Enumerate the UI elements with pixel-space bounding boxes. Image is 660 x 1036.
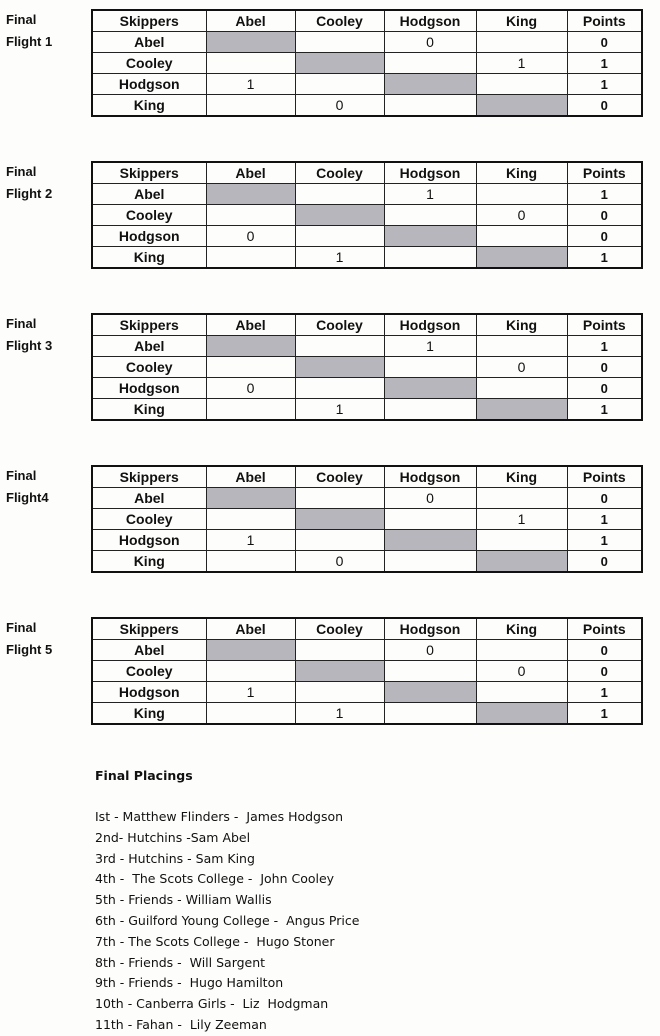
result-cell: 0 (476, 205, 567, 226)
result-cell (476, 530, 567, 551)
flight-label-line: Final (6, 316, 37, 331)
placings-title: Final Placings (95, 768, 193, 783)
result-cell (384, 551, 476, 573)
flight-label-line: Flight 1 (6, 34, 53, 49)
result-cell (295, 226, 384, 247)
placing-item: 4th - The Scots College - John Cooley (95, 871, 335, 887)
self-cell (384, 378, 476, 399)
table-row (92, 640, 642, 661)
flight-label-line: Flight 3 (6, 338, 53, 353)
flight-3 (0, 313, 660, 425)
result-cell (206, 399, 295, 421)
result-cell (295, 378, 384, 399)
results-table (91, 617, 643, 725)
self-cell (206, 184, 295, 205)
skipper-name: Cooley (92, 661, 206, 682)
skipper-name: Hodgson (92, 682, 206, 703)
result-cell (295, 488, 384, 509)
placing-item: 8th - Friends - Will Sargent (95, 954, 266, 970)
header-opponent: Hodgson (384, 466, 476, 488)
result-cell (295, 530, 384, 551)
result-cell: 1 (384, 184, 476, 205)
self-cell (384, 682, 476, 703)
header-skippers: Skippers (92, 162, 206, 184)
self-cell (295, 205, 384, 226)
placing-item: Ist - Matthew Flinders - James Hodgson (95, 809, 344, 824)
flight-2 (0, 161, 660, 273)
result-cell: 1 (206, 682, 295, 703)
result-cell: 0 (295, 551, 384, 573)
flight-label (6, 617, 86, 661)
header-points: Points (567, 618, 642, 640)
points-cell: 1 (567, 247, 642, 269)
header-opponent: Hodgson (384, 10, 476, 32)
points-cell: 1 (567, 53, 642, 74)
points-cell: 0 (567, 357, 642, 378)
placing-item: 10th - Canberra Girls - Liz Hodgman (95, 996, 329, 1012)
self-cell (206, 640, 295, 661)
header-opponent: King (476, 618, 567, 640)
flight-label-line: Final (6, 164, 37, 179)
flight-label (6, 9, 86, 53)
table-row (92, 205, 642, 226)
self-cell (295, 661, 384, 682)
result-cell (384, 661, 476, 682)
result-cell (295, 640, 384, 661)
result-cell: 0 (206, 378, 295, 399)
result-cell: 1 (476, 53, 567, 74)
skipper-name: Cooley (92, 509, 206, 530)
flight-label (6, 161, 86, 205)
header-row (92, 10, 642, 32)
header-opponent: Abel (206, 618, 295, 640)
results-table (91, 9, 643, 117)
header-points: Points (567, 162, 642, 184)
self-cell (206, 336, 295, 357)
self-cell (384, 530, 476, 551)
points-cell: 1 (567, 74, 642, 95)
self-cell (476, 95, 567, 117)
self-cell (295, 357, 384, 378)
skipper-name: Abel (92, 32, 206, 53)
header-skippers: Skippers (92, 314, 206, 336)
header-opponent: Cooley (295, 314, 384, 336)
points-cell: 1 (567, 530, 642, 551)
result-cell (476, 488, 567, 509)
table-row (92, 551, 642, 573)
header-opponent: Cooley (295, 162, 384, 184)
flight-label-line: Final (6, 620, 37, 635)
result-cell (206, 205, 295, 226)
result-cell: 1 (476, 509, 567, 530)
result-cell (206, 247, 295, 269)
self-cell (476, 703, 567, 725)
points-cell: 1 (567, 703, 642, 725)
points-cell: 0 (567, 226, 642, 247)
result-cell (295, 74, 384, 95)
table-row (92, 357, 642, 378)
result-cell (295, 184, 384, 205)
skipper-name: Cooley (92, 205, 206, 226)
self-cell (476, 247, 567, 269)
result-cell (206, 53, 295, 74)
result-cell: 1 (295, 399, 384, 421)
table-row (92, 184, 642, 205)
skipper-name: Abel (92, 336, 206, 357)
points-cell: 0 (567, 32, 642, 53)
result-cell: 1 (206, 530, 295, 551)
skipper-name: King (92, 551, 206, 573)
table-row (92, 399, 642, 421)
self-cell (206, 32, 295, 53)
result-cell (206, 661, 295, 682)
table-row (92, 378, 642, 399)
result-cell: 1 (206, 74, 295, 95)
result-cell (476, 682, 567, 703)
result-cell (476, 184, 567, 205)
result-cell (384, 53, 476, 74)
self-cell (295, 53, 384, 74)
table-row (92, 226, 642, 247)
self-cell (295, 509, 384, 530)
header-skippers: Skippers (92, 466, 206, 488)
result-cell (206, 703, 295, 725)
header-row (92, 466, 642, 488)
header-opponent: Abel (206, 466, 295, 488)
result-cell: 0 (476, 661, 567, 682)
header-opponent: Cooley (295, 618, 384, 640)
self-cell (476, 551, 567, 573)
result-cell (476, 336, 567, 357)
placing-item: 11th - Fahan - Lily Zeeman (95, 1016, 267, 1032)
header-opponent: Hodgson (384, 618, 476, 640)
skipper-name: Hodgson (92, 74, 206, 95)
points-cell: 0 (567, 488, 642, 509)
header-opponent: King (476, 466, 567, 488)
points-cell: 1 (567, 682, 642, 703)
result-cell (476, 640, 567, 661)
result-cell: 1 (295, 247, 384, 269)
skipper-name: Abel (92, 640, 206, 661)
result-cell (384, 95, 476, 117)
result-cell (295, 682, 384, 703)
skipper-name: Abel (92, 184, 206, 205)
result-cell: 0 (384, 640, 476, 661)
points-cell: 0 (567, 378, 642, 399)
table-row (92, 95, 642, 117)
header-opponent: Cooley (295, 466, 384, 488)
header-opponent: Hodgson (384, 314, 476, 336)
skipper-name: Cooley (92, 357, 206, 378)
result-cell (384, 247, 476, 269)
header-points: Points (567, 314, 642, 336)
placing-item: 9th - Friends - Hugo Hamilton (95, 975, 284, 991)
skipper-name: Cooley (92, 53, 206, 74)
result-cell (206, 509, 295, 530)
self-cell (384, 74, 476, 95)
header-row (92, 618, 642, 640)
points-cell: 1 (567, 184, 642, 205)
final-placings (95, 766, 359, 1036)
flight-5 (0, 617, 660, 729)
header-points: Points (567, 466, 642, 488)
placing-item: 5th - Friends - William Wallis (95, 892, 272, 908)
flight-label (6, 465, 86, 509)
result-cell (206, 95, 295, 117)
flight-label (6, 313, 86, 357)
table-row (92, 247, 642, 269)
skipper-name: King (92, 399, 206, 421)
result-cell (384, 357, 476, 378)
self-cell (384, 226, 476, 247)
table-row (92, 74, 642, 95)
flight-label-line: Flight 2 (6, 186, 53, 201)
skipper-name: King (92, 95, 206, 117)
skipper-name: Hodgson (92, 530, 206, 551)
header-opponent: Abel (206, 162, 295, 184)
results-table (91, 313, 643, 421)
points-cell: 1 (567, 399, 642, 421)
header-opponent: Hodgson (384, 162, 476, 184)
results-table (91, 161, 643, 269)
result-cell (295, 32, 384, 53)
table-row (92, 32, 642, 53)
result-cell (476, 378, 567, 399)
points-cell: 1 (567, 509, 642, 530)
result-cell (206, 551, 295, 573)
table-row (92, 703, 642, 725)
placing-item: 7th - The Scots College - Hugo Stoner (95, 933, 335, 949)
skipper-name: Hodgson (92, 378, 206, 399)
result-cell (295, 336, 384, 357)
table-row (92, 682, 642, 703)
flight-label-line: Flight 5 (6, 642, 53, 657)
table-row (92, 530, 642, 551)
result-cell: 0 (476, 357, 567, 378)
flight-1 (0, 9, 660, 121)
header-opponent: King (476, 10, 567, 32)
points-cell: 0 (567, 661, 642, 682)
header-points: Points (567, 10, 642, 32)
result-cell (384, 703, 476, 725)
points-cell: 0 (567, 205, 642, 226)
result-cell (476, 74, 567, 95)
header-opponent: King (476, 314, 567, 336)
result-cell: 1 (295, 703, 384, 725)
result-cell: 0 (295, 95, 384, 117)
self-cell (206, 488, 295, 509)
skipper-name: King (92, 247, 206, 269)
result-cell (384, 205, 476, 226)
points-cell: 0 (567, 640, 642, 661)
table-row (92, 53, 642, 74)
table-row (92, 488, 642, 509)
header-skippers: Skippers (92, 618, 206, 640)
header-row (92, 162, 642, 184)
points-cell: 1 (567, 336, 642, 357)
result-cell (206, 357, 295, 378)
placings-list (95, 807, 359, 1036)
self-cell (476, 399, 567, 421)
header-skippers: Skippers (92, 10, 206, 32)
header-opponent: Abel (206, 10, 295, 32)
header-opponent: Abel (206, 314, 295, 336)
points-cell: 0 (567, 95, 642, 117)
flight-label-line: Flight4 (6, 490, 49, 505)
table-row (92, 509, 642, 530)
flight-label-line: Final (6, 468, 37, 483)
points-cell: 0 (567, 551, 642, 573)
results-table (91, 465, 643, 573)
result-cell: 0 (384, 488, 476, 509)
flight-4 (0, 465, 660, 577)
skipper-name: Abel (92, 488, 206, 509)
result-cell (476, 32, 567, 53)
result-cell (384, 509, 476, 530)
placing-item: 6th - Guilford Young College - Angus Price (95, 912, 360, 928)
flight-label-line: Final (6, 12, 37, 27)
placing-item: 3rd - Hutchins - Sam King (95, 850, 255, 866)
header-row (92, 314, 642, 336)
header-opponent: King (476, 162, 567, 184)
skipper-name: Hodgson (92, 226, 206, 247)
table-row (92, 661, 642, 682)
result-cell: 0 (384, 32, 476, 53)
result-cell: 0 (206, 226, 295, 247)
table-row (92, 336, 642, 357)
skipper-name: King (92, 703, 206, 725)
placing-item: 2nd- Hutchins -Sam Abel (95, 829, 251, 845)
result-cell (384, 399, 476, 421)
result-cell (476, 226, 567, 247)
result-cell: 1 (384, 336, 476, 357)
header-opponent: Cooley (295, 10, 384, 32)
